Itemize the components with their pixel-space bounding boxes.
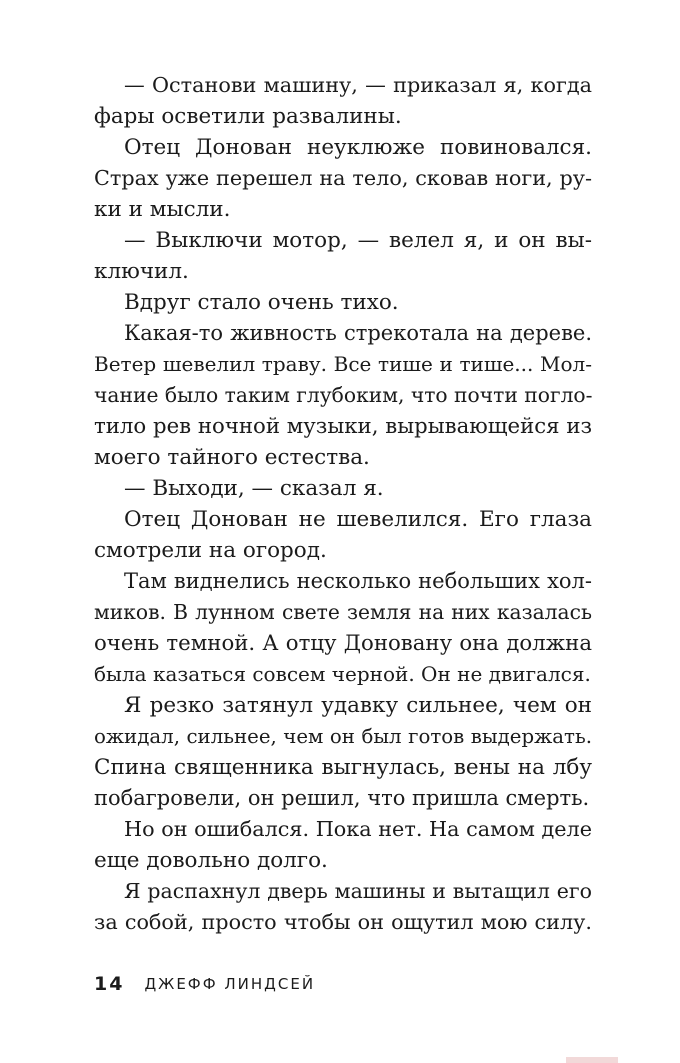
text-line: за собой, просто чтобы он ощутил мою силу.	[94, 910, 592, 934]
text-line: ключил.	[94, 259, 189, 284]
text-line: Но он ошибался. Пока нет. На самом деле	[124, 817, 592, 841]
text-line: ки и мысли.	[94, 197, 231, 222]
text-line: — Выключи мотор, — велел я, и он вы-	[124, 228, 592, 253]
paragraph	[94, 814, 592, 876]
text-line: Какая-то живность стрекотала на дереве.	[124, 321, 592, 345]
text-line: миков. В лунном свете земля на них казалась	[94, 600, 592, 624]
text-line: — Останови машину, — приказал я, когда	[124, 73, 592, 97]
text-line: моего тайного естества.	[94, 445, 370, 470]
paragraph	[94, 132, 592, 225]
text-line: Я распахнул дверь машины и вытащил его	[124, 879, 592, 903]
text-line: Отец Донован не шевелился. Его глаза	[124, 507, 592, 532]
text-line: была казаться совсем черной. Он не двигался.	[94, 662, 591, 686]
paragraph	[94, 473, 592, 504]
paragraph	[94, 876, 592, 938]
paragraph	[94, 318, 592, 473]
text-line: очень темной. А отцу Доновану она должна	[94, 631, 592, 656]
text-line: Страх уже перешел на тело, сковав ноги, ру-	[94, 166, 592, 190]
text-line: еще довольно долго.	[94, 848, 328, 873]
paragraph	[94, 225, 592, 287]
text-line: фары осветили развалины.	[94, 104, 402, 129]
page-number: 14	[94, 973, 125, 995]
text-line: чание было таким глубоким, что почти погло-	[94, 383, 593, 407]
running-head: ДЖЕФФ ЛИНДСЕЙ	[144, 975, 316, 993]
text-line: тило рев ночной музыки, вырывающейся из	[94, 414, 593, 439]
text-line: Ветер шевелил траву. Все тише и тише... Мол-	[94, 352, 592, 376]
page-edge-mark	[566, 1057, 618, 1063]
text-line: Вдруг стало очень тихо.	[124, 290, 399, 315]
paragraph	[94, 504, 592, 566]
paragraph	[94, 566, 592, 690]
paragraph	[94, 70, 592, 132]
text-line: побагровели, он решил, что пришла смерть.	[94, 786, 590, 810]
text-line: Там виднелись несколько небольших хол-	[124, 569, 592, 593]
text-line: смотрели на огород.	[94, 538, 327, 563]
text-line: Спина священника выгнулась, вены на лбу	[94, 755, 592, 780]
text-line: ожидал, сильнее, чем он был готов выдержать.	[94, 725, 592, 748]
page-footer	[94, 969, 315, 999]
page-body	[94, 70, 592, 938]
paragraph	[94, 690, 592, 814]
text-line: Отец Донован неуклюже повиновался.	[124, 135, 592, 160]
paragraph	[94, 287, 592, 318]
text-line: — Выходи, — сказал я.	[124, 476, 384, 501]
text-line: Я резко затянул удавку сильнее, чем он	[124, 693, 592, 718]
